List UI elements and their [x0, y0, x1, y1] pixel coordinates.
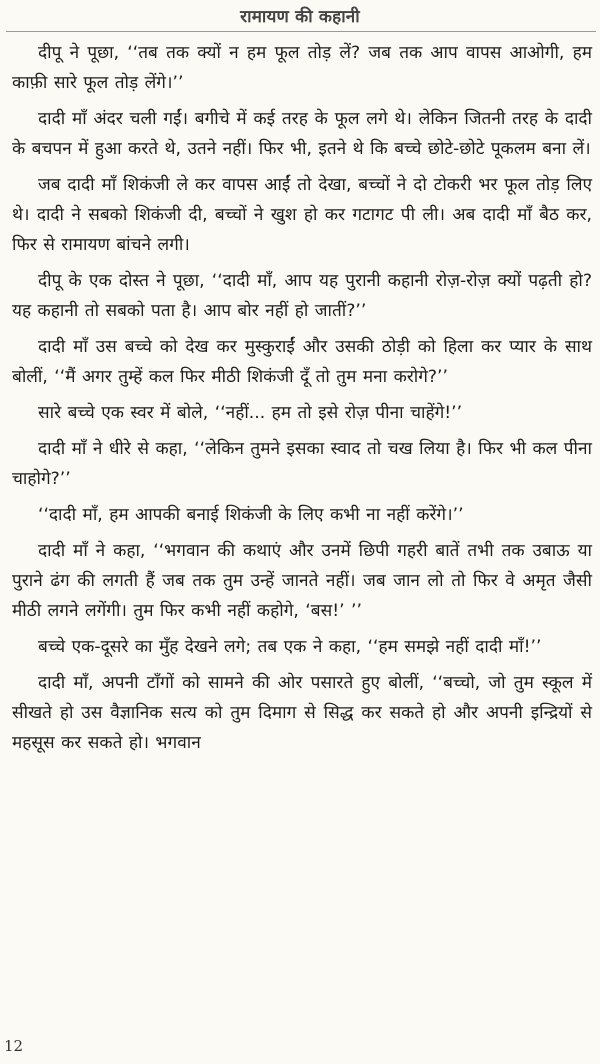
paragraph: बच्चे एक-दूसरे का मुँह देखने लगे; तब एक ने कहा, ‘‘हम समझे नहीं दादी माँ!’’ [38, 637, 542, 657]
paragraph: दादी माँ ने कहा, ‘‘भगवान की कथाएं और उनमें छिपी गहरी बातें तभी तक उबाऊ या पुराने ढंग की लगती हैं जब तक तुम उन्हें जानते नहीं। जब जान लो तो फिर वे अमृत जैसी मीठी लगने लगेंगी। तुम फिर कभी नहीं कहोगे, ‘बस!’ ’’ [12, 541, 592, 621]
page-number: 12 [4, 1037, 24, 1055]
paragraph: दादी माँ उस बच्चे को देख कर मुस्कुराईं और उसकी ठोड़ी को हिला कर प्यार के साथ बोलीं, ‘‘मैं अगर तुम्हें कल फिर मीठी शिकंजी दूँ तो तुम मना करोगे?’’ [12, 337, 592, 387]
paragraph: दीपू के एक दोस्त ने पूछा, ‘‘दादी माँ, आप यह पुरानी कहानी रोज़-रोज़ क्यों पढ़ती हो? यह कहानी तो सबको पता है। आप बोर नहीं हो जातीं?’’ [12, 271, 592, 321]
paragraph: दादी माँ ने धीरे से कहा, ‘‘लेकिन तुमने इसका स्वाद तो चख लिया है। फिर भी कल पीना चाहोगे?’’ [12, 439, 592, 489]
running-title: रामायण की कहानी [240, 7, 360, 27]
paragraph: दादी माँ, अपनी टाँगों को सामने की ओर पसारते हुए बोलीं, ‘‘बच्चो, जो तुम स्कूल में सीखते हो उस वैज्ञानिक सत्य को तुम दिमाग से सिद्ध कर सकते हो और अपनी इन्द्रियों से महसूस कर सकते हो। भगवान [12, 673, 592, 753]
paragraph: दीपू ने पूछा, ‘‘तब तक क्यों न हम फूल तोड़ लें? जब तक आप वापस आओगी, हम काफ़ी सारे फूल तोड़ लेंगे।’’ [12, 43, 592, 93]
body-text [12, 38, 592, 764]
paragraph: सारे बच्चे एक स्वर में बोले, ‘‘नहीं... हम तो इसे रोज़ पीना चाहेंगे!’’ [38, 403, 463, 423]
header-rule [6, 31, 596, 32]
paragraph: ‘‘दादी माँ, हम आपकी बनाई शिकंजी के लिए कभी ना नहीं करेंगे।’’ [38, 505, 464, 525]
paragraph: जब दादी माँ शिकंजी ले कर वापस आईं तो देखा, बच्चों ने दो टोकरी भर फूल तोड़ लिए थे। दादी ने सबको शिकंजी दी, बच्चों ने खुश हो कर गटागट पी ली। अब दादी माँ बैठ कर, फिर से रामायण बांचने लगी। [12, 175, 592, 255]
paragraph: दादी माँ अंदर चली गईं। बगीचे में कई तरह के फूल लगे थे। लेकिन जितनी तरह के दादी के बचपन में हुआ करते थे, उतने नहीं। फिर भी, इतने थे कि बच्चे छोटे-छोटे पूकलम बना लें। [12, 109, 592, 159]
